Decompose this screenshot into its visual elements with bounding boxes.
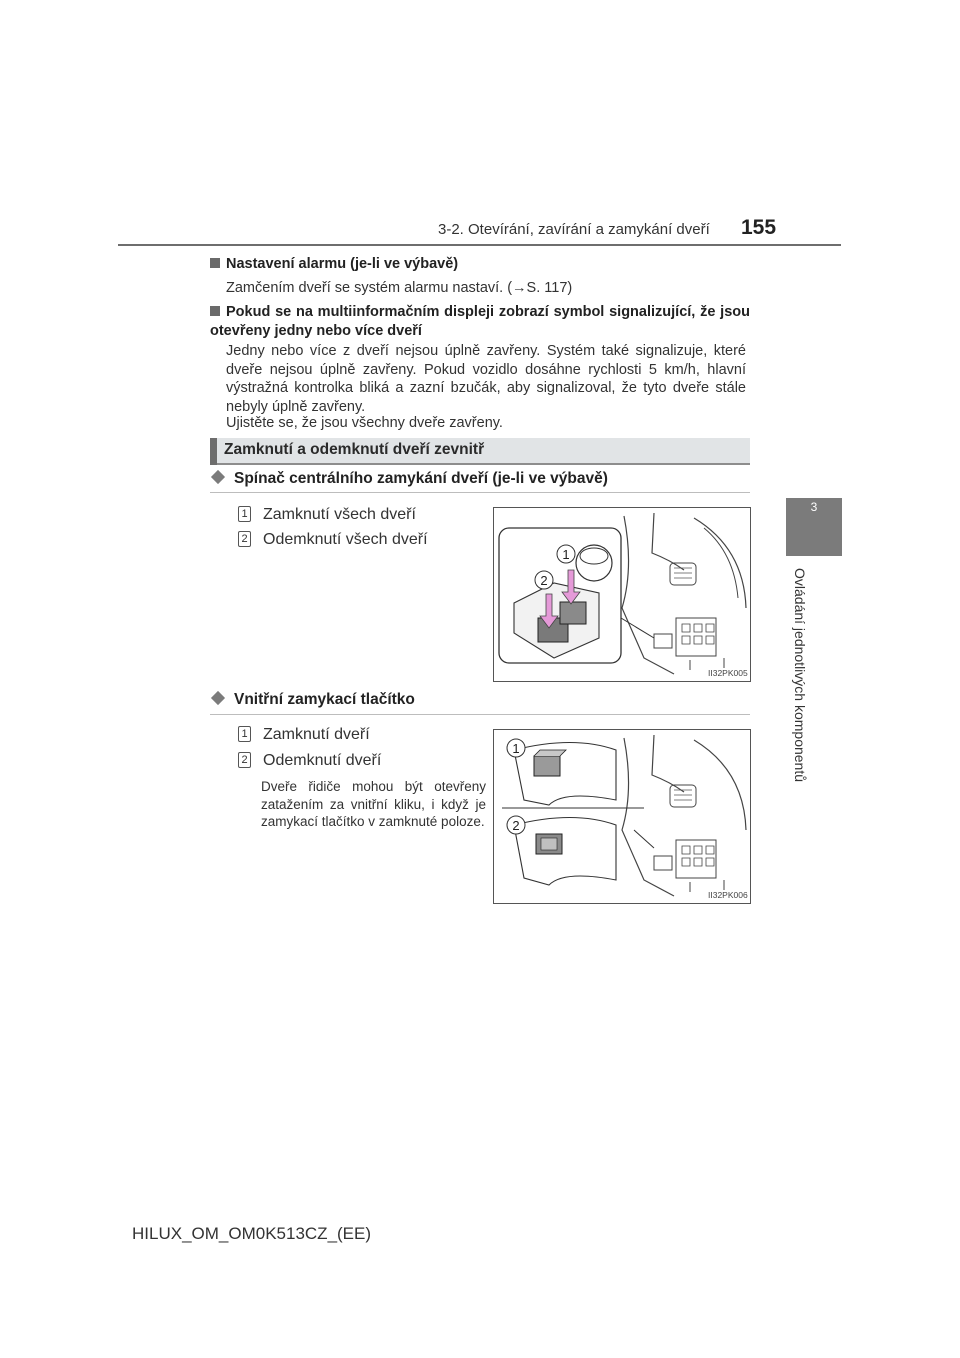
callout-number: 2 — [238, 531, 251, 547]
figure-code: II32PK005 — [708, 668, 748, 678]
list-item: 1 Zamknutí dveří — [238, 726, 370, 744]
block-alarm-heading: Nastavení alarmu (je-li ve výbavě) — [210, 255, 750, 274]
central-lock-illustration — [494, 508, 750, 681]
svg-text:1: 1 — [562, 547, 570, 562]
square-bullet-icon — [210, 258, 220, 268]
diamond-bullet-icon — [211, 691, 225, 705]
callout-number: 1 — [238, 726, 251, 742]
page-number: 155 — [741, 216, 777, 239]
list-item: 1 Zamknutí všech dveří — [238, 506, 416, 524]
figure-code: II32PK006 — [708, 890, 748, 900]
chapter-tab-number: 3 — [810, 500, 818, 514]
callout-number: 1 — [238, 506, 251, 522]
subsection-central-lock-title: Spínač centrálního zamykání dveří (je-li ve výbavě) — [210, 470, 608, 488]
svg-text:1: 1 — [512, 741, 520, 756]
list-item: 2 Odemknutí všech dveří — [238, 531, 428, 549]
inside-lock-illustration — [494, 730, 750, 903]
square-bullet-icon — [210, 306, 220, 316]
subsection-inside-lock-title: Vnitřní zamykací tlačítko — [210, 691, 415, 709]
block-door-open-text: Jedny nebo více z dveří nejsou úplně zavřeny. Systém také signalizuje, které dveře nejsou úplně zavřeny. Pokud vozidlo dosáhne rychlosti 5 km/h, hlavní výstražná kontrolka bliká a zazní bzučák, aby signalizoval, že tyto dveře stále nebyly úplně zavřeny. — [226, 343, 746, 415]
header-divider — [118, 244, 841, 246]
chapter-title: 3-2. Otevírání, zavírání a zamykání dveří — [438, 221, 710, 238]
document-id: HILUX_OM_OM0K513CZ_(EE) — [132, 1224, 372, 1243]
svg-text:2: 2 — [540, 573, 548, 588]
diamond-bullet-icon — [211, 470, 225, 484]
list-item: 2 Odemknutí dveří — [238, 752, 381, 770]
block-alarm-text: Zamčením dveří se systém alarmu nastaví. (→S. 117) — [226, 280, 573, 296]
inside-lock-button-figure — [493, 729, 751, 904]
chapter-tab-title: Ovládání jednotlivých komponentů — [792, 568, 808, 783]
svg-text:2: 2 — [512, 818, 520, 833]
block-door-open-heading: Pokud se na multiinformačním displeji zobrazí symbol signalizující, že jsou otevřeny jedny nebo více dveří — [210, 304, 750, 339]
subsection-divider — [210, 492, 750, 493]
inside-lock-note: Dveře řidiče mohou být otevřeny zatažením za vnitřní kliku, i když je zamykací tlačítko v zamknuté poloze. — [261, 779, 486, 829]
section-title: Zamknutí a odemknutí dveří zevnitř — [224, 441, 485, 458]
callout-number: 2 — [238, 752, 251, 768]
central-lock-switch-figure — [493, 507, 751, 682]
block-door-open-text-2: Ujistěte se, že jsou všechny dveře zavřeny. — [226, 415, 503, 431]
subsection-divider — [210, 714, 750, 715]
section-bar-accent — [210, 438, 217, 465]
